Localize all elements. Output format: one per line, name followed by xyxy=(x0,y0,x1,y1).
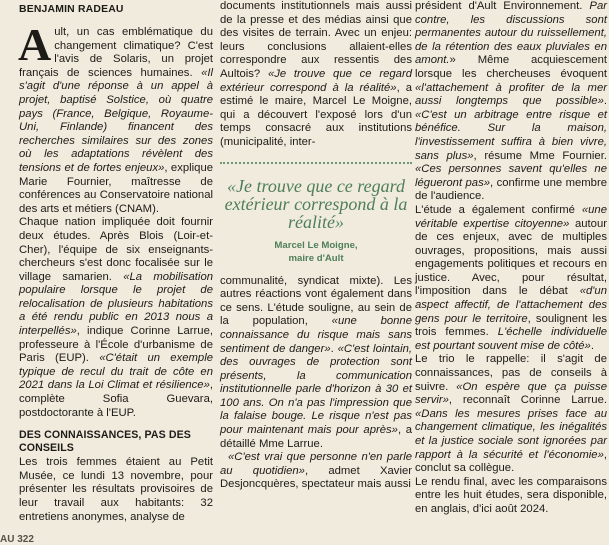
quote-run: «C'est lointain, des ouvrages de protection sont présents, la communication institutionnelle parle d'horizon à 30 et 100 ans. On n'a pas l'impression que la falaise bouge. Le risque n'est pas pour maintenant mais pour après» xyxy=(220,342,412,437)
quote-run: «C'est un arbitrage entre risque et bénéfice. Sur la maison, l'investissement suffira à bien vivre, sans plus» xyxy=(415,108,607,162)
text-run: , indique Corinne Larrue, professeure à l'École d'urbanisme de Paris (EUP). xyxy=(19,325,213,365)
paragraph: Le rendu final, avec les comparaisons entre les huit études, sera disponible, en anglais, d'ici août 2024. xyxy=(415,475,607,515)
text-run: président d'Ault Environnement. xyxy=(415,0,590,12)
quote-run: «La mobilisation populaire lorsque le projet de relocalisation de plusieurs habitations a été rendu public en 2013 nous a interpellés» xyxy=(19,270,214,338)
paragraph xyxy=(415,204,607,354)
quote-run: «Dans les mesures prises face au changement climatique, les inégalités et la justice sociale sont ignorées par rapport à la sécurité et l'économie» xyxy=(415,407,607,461)
text-run: Chaque nation impliquée doit fournir deux études. Après Blois (Loir-et-Cher), l'équipe de six enseignants-chercheurs s'est donc focalisée sur le village samarien. xyxy=(19,216,213,283)
quote-run: L'échelle individuelle est pourtant souvent mise de côté» xyxy=(415,326,607,352)
text-run: , complète Sofia Guevara, postdoctorante à l'EUP. xyxy=(19,379,213,419)
drop-cap: A xyxy=(18,19,52,70)
text-run: , admet Xavier Desjoncquères, spectateur mais aussi xyxy=(220,464,412,491)
section-subhead: DES CONNAISSANCES, PAS DES CONSEILS xyxy=(19,429,191,455)
text-run: , conclut sa collègue. xyxy=(415,448,607,475)
pull-quote-text: «Je trouve que ce regard extérieur correspond à la réalité» xyxy=(224,175,408,232)
pull-quote-author xyxy=(220,239,412,265)
pull-quote-author-name: Marcel Le Moigne, xyxy=(274,239,358,251)
text-run: L'étude a également confirmé xyxy=(415,203,582,216)
paragraph: Les trois femmes étaient au Petit Musée, ce lundi 13 novembre, pour présenter les résultats provisoires de leur travail aux habitants: 32 entretiens anonymes, analyse de xyxy=(19,456,213,523)
paragraph xyxy=(415,0,607,204)
quote-run: Par contre, les discussions sont permanentes autour du ruissellement, de la rétention des eaux pluviales en amont. xyxy=(415,0,607,67)
quote-run: «une bonne connaissance du risque mais sans sentiment de danger» xyxy=(220,315,412,355)
text-run: autour de ces enjeux, avec de multiples ouvrages, propositions, mais aussi engagements politiques et recours en justice. Avec, pour résultat, l'imposition dans le débat xyxy=(415,217,607,298)
quote-run: «Il s'agit d'une réponse à un appel à projet, baptisé Solstice, où quatre pays (France, Belgique, Royaume-Uni, Finlande) financent des recherches similaires sur des zones où les adaptations révèlent des tensions et de fortes enjeux» xyxy=(19,66,213,174)
text-run: communalité, syndicat mixte). Les autres réactions vont également dans ce sens. L'étude souligne, au sein de la population, xyxy=(220,274,412,328)
text-run: documents institutionnels mais aussi de la presse et des médias ainsi que des visites de terrain. Avec un enjeu: leurs conclusions allaient-elles correspondre aux ressentis des Aultois? xyxy=(220,0,412,80)
text-run: , a détaillé Mme Larrue. xyxy=(220,424,413,450)
quote-run: «C'est vrai que personne n'en parle au quotidien» xyxy=(220,451,412,477)
paragraph xyxy=(220,0,412,150)
text-run: . xyxy=(590,339,594,352)
text-run: , a estimé le maire, Marcel Le Moigne, qui a découvert l'exposé lors d'un temps consacré aux institutions (municipalité, inter- xyxy=(220,81,412,148)
article-column-3 xyxy=(415,0,607,517)
paragraph xyxy=(415,353,607,475)
text-run: Le trio le rappelle: il s'agit de connaissances, pas de conseils à suivre. xyxy=(415,353,607,393)
quote-run: «Je trouve que ce regard extérieur correspond à la réalité» xyxy=(220,67,412,94)
text-run: , résume Mme Fournier. xyxy=(473,149,607,162)
quote-run: «une véritable expertise citoyenne» xyxy=(415,203,607,230)
text-run: » Même acquiescement lorsque les chercheuses évoquent xyxy=(415,54,607,80)
pull-quote-author-title: maire d'Ault xyxy=(288,252,344,264)
quote-run: «C'était un exemple typique de recul du trait de côte en 2021 dans la Loi Climat et résilience» xyxy=(19,352,213,392)
text-run: . xyxy=(330,342,338,355)
text-run: , confirme une membre de l'audience. xyxy=(415,176,608,203)
article-column-2 xyxy=(220,0,412,492)
quote-run: «l'attachement à profiter de la mer aussi longtemps que possible» xyxy=(415,81,607,108)
text-run: , explique Marie Fournier, maîtresse de conférences au Conservatoire national des arts et métiers (CNAM). xyxy=(19,161,214,215)
text-run: , reconnaît Corinne Larrue. xyxy=(448,394,607,407)
text-run: ult, un cas emblématique du changement climatique? C'est l'avis de Solaris, un projet français de sciences humaines. xyxy=(19,26,213,79)
quote-run: «d'un aspect affectif, de l'attachement des gens pour le territoire xyxy=(415,285,607,325)
paragraph xyxy=(19,216,213,420)
page-footer-fragment: AU 322 xyxy=(0,534,34,545)
text-run: , soulignent les trois femmes. xyxy=(415,312,607,339)
quote-run: «On espère que ça puisse servir» xyxy=(415,380,607,407)
text-run: . xyxy=(603,95,607,108)
quote-run: «Ces personnes savent qu'elles ne légueront pas» xyxy=(415,163,607,189)
intro-paragraph xyxy=(18,19,214,216)
paragraph xyxy=(220,451,412,492)
byline: BENJAMIN RADEAU xyxy=(19,4,124,15)
pull-quote xyxy=(220,162,412,265)
paragraph xyxy=(220,275,412,452)
article-column-1 xyxy=(19,0,213,524)
